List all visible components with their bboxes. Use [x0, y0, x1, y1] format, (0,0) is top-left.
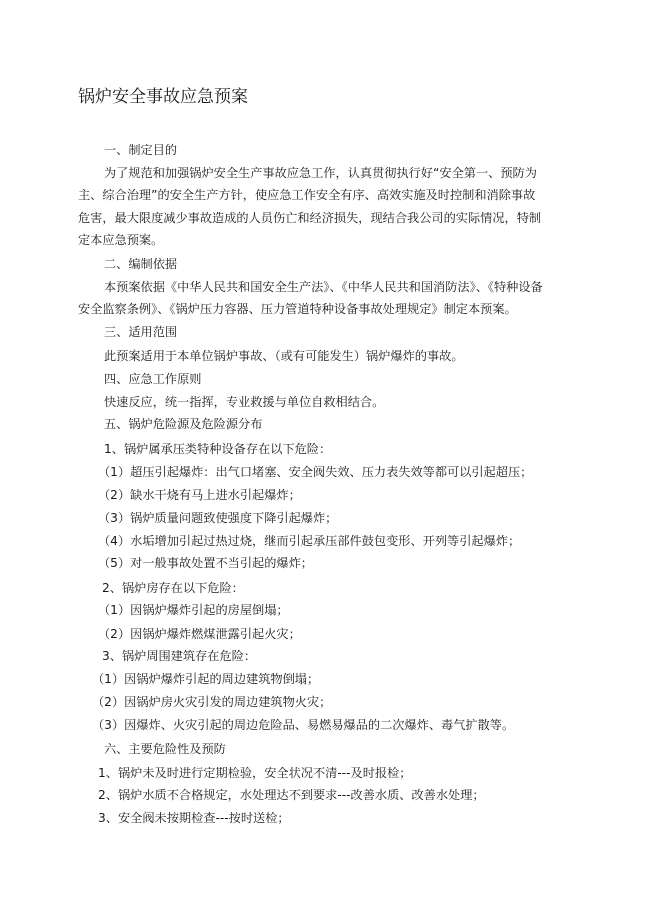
- list-item: （3）锅炉质量问题致使强度下降引起爆炸；: [98, 511, 338, 525]
- paragraph-line: 定本应急预案。: [78, 233, 164, 247]
- section-heading: 三、适用范围: [104, 325, 178, 339]
- paragraph-line: 为了规范和加强锅炉安全生产事故应急工作，认真贯彻执行好“安全第一、预防为: [104, 166, 537, 180]
- list-item: （2）因锅炉房火灾引发的周边建筑物火灾；: [92, 695, 332, 709]
- section-heading: 五、锅炉危险源及危险源分布: [104, 417, 263, 431]
- paragraph-line: 快速反应，统一指挥，专业救援与单位自救相结合。: [104, 395, 385, 409]
- paragraph-line: 此预案适用于本单位锅炉事故、（或有可能发生）锅炉爆炸的事故。: [104, 349, 464, 363]
- list-item: 3、锅炉周围建筑存在危险：: [102, 649, 257, 663]
- section-heading: 四、应急工作原则: [104, 372, 202, 386]
- list-item: 1、锅炉未及时进行定期检验，安全状况不清---及时报检；: [98, 766, 412, 780]
- list-item: 2、锅炉房存在以下危险：: [102, 581, 244, 595]
- list-item: （2）缺水干烧有马上进水引起爆炸；: [98, 488, 301, 502]
- list-item: （2）因锅炉爆炸燃煤泄露引起火灾；: [98, 627, 301, 641]
- list-item: 1、锅炉属承压类特种设备存在以下危险：: [104, 442, 332, 456]
- paragraph-line: 危害，最大限度减少事故造成的人员伤亡和经济损失，现结合我公司的实际情况，特制: [78, 211, 542, 225]
- list-item: 3、安全阀未按期检查---按时送检；: [98, 811, 290, 825]
- section-heading: 六、主要危险性及预防: [104, 742, 226, 756]
- section-heading: 二、编制依据: [104, 257, 178, 271]
- list-item: （4）水垢增加引起过热过烧，继而引起承压部件鼓包变形、开列等引起爆炸；: [98, 534, 521, 548]
- list-item: （1）超压引起爆炸：出气口堵塞、安全阀失效、压力表失效等都可以引起超压；: [98, 465, 533, 479]
- list-item: （5）对一般事故处置不当引起的爆炸；: [98, 556, 313, 570]
- list-item: （1）因锅炉爆炸引起的房屋倒塌；: [98, 603, 289, 617]
- paragraph-line: 主、综合治理”的安全生产方针，使应急工作安全有序、高效实施及时控制和消除事故: [78, 188, 536, 202]
- paragraph-line: 安全监察条例》、《锅炉压力容器、压力管道特种设备事故处理规定》制定本预案。: [78, 302, 517, 316]
- list-item: （3）因爆炸、火灾引起的周边危险品、易燃易爆品的二次爆炸、毒气扩散等。: [92, 718, 515, 732]
- list-item: （1）因锅炉爆炸引起的周边建筑物倒塌；: [92, 672, 320, 686]
- section-heading: 一、制定目的: [104, 143, 178, 157]
- list-item: 2、锅炉水质不合格规定，水处理达不到要求---改善水质、改善水处理；: [98, 788, 485, 802]
- paragraph-line: 本预案依据《中华人民共和国安全生产法》、《中华人民共和国消防法》、《特种设备: [104, 280, 543, 294]
- document-title: 锅炉安全事故应急预案: [78, 87, 248, 107]
